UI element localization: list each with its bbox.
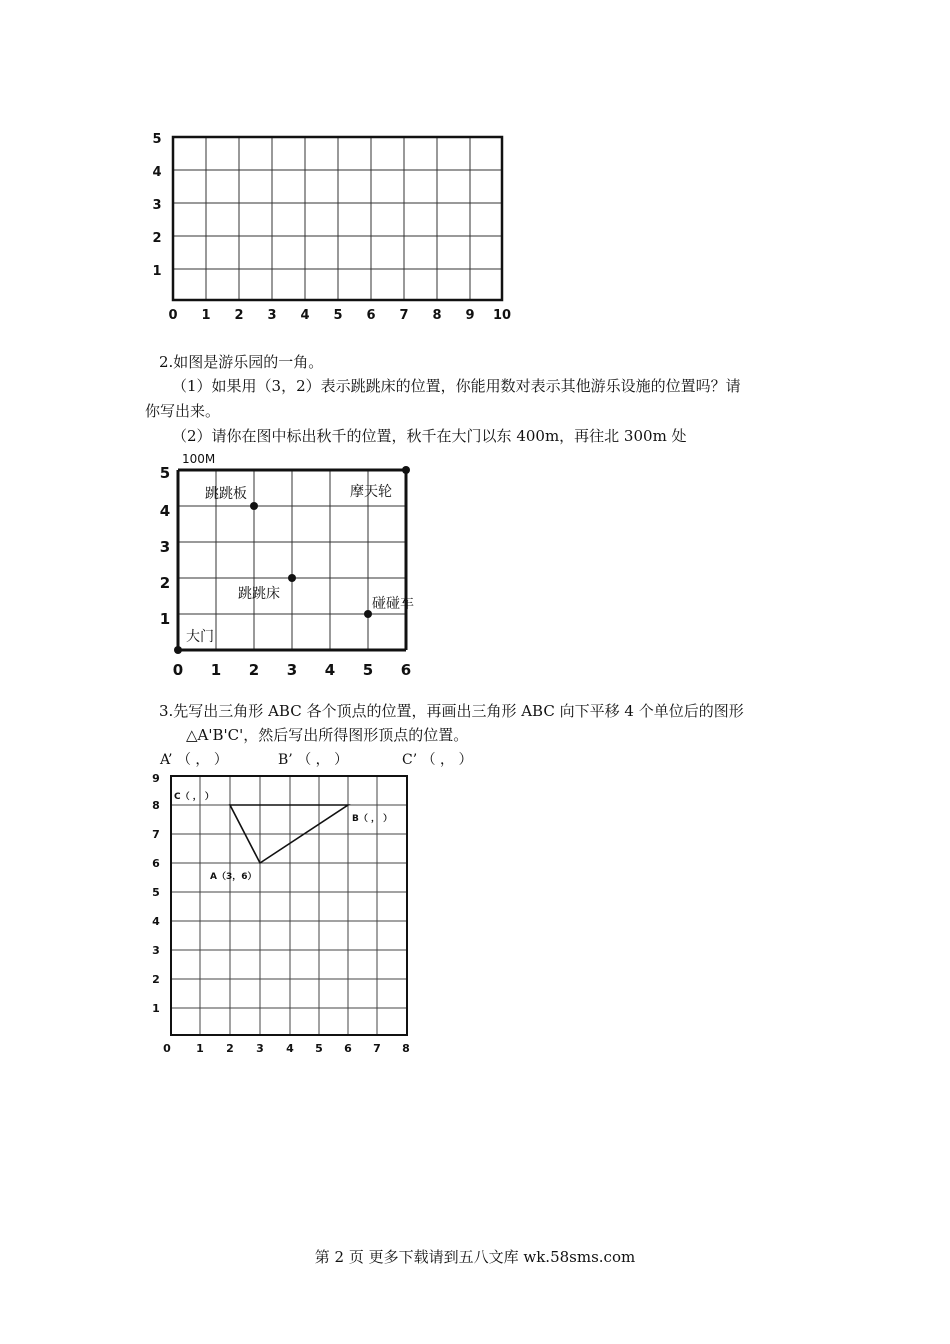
vertex-a-label: A（3，6） bbox=[210, 872, 257, 882]
tri-y-label: 5 bbox=[152, 886, 160, 899]
tri-x-label: 1 bbox=[196, 1042, 204, 1055]
grid-1-x-label: 5 bbox=[333, 308, 343, 323]
park-map-grid bbox=[150, 448, 430, 686]
grid-1-lines bbox=[173, 137, 502, 300]
triangle-grid bbox=[140, 770, 440, 1060]
grid-1-x-label: 8 bbox=[432, 308, 442, 323]
question-2-part-1-cont: 你写出来。 bbox=[145, 402, 221, 420]
question-3-line-2: △A'B'C'，然后写出所得图形顶点的位置。 bbox=[186, 726, 469, 744]
park-y-label: 3 bbox=[159, 538, 171, 556]
bumper-car-label: 碰碰车 bbox=[372, 596, 414, 612]
coordinate-grid-1 bbox=[140, 125, 530, 330]
grid-1-x-label: 6 bbox=[366, 308, 376, 323]
grid-1-x-label: 2 bbox=[234, 308, 244, 323]
grid-1-x-label: 9 bbox=[465, 308, 475, 323]
park-x-label: 4 bbox=[324, 661, 336, 679]
park-x-label: 1 bbox=[210, 661, 222, 679]
page-footer: 第 2 页 更多下载请到五八文库 wk.58sms.com bbox=[314, 1248, 636, 1266]
trampoline-board-point bbox=[250, 502, 258, 510]
grid-1-y-label: 1 bbox=[152, 264, 162, 279]
tri-x-label: 7 bbox=[373, 1042, 381, 1055]
park-y-label: 2 bbox=[159, 574, 171, 592]
question-2-title: 2.如图是游乐园的一角。 bbox=[159, 353, 324, 371]
grid-1-x-label: 4 bbox=[300, 308, 310, 323]
grid-1-x-label: 3 bbox=[267, 308, 277, 323]
question-2-part-1: （1）如果用（3，2）表示跳跳床的位置，你能用数对表示其他游乐设施的位置吗？请 bbox=[172, 377, 741, 395]
ferris-wheel-label: 摩天轮 bbox=[350, 484, 392, 500]
grid-1-y-label: 5 bbox=[152, 132, 162, 147]
grid-1-y-label: 3 bbox=[152, 198, 162, 213]
tri-y-label: 7 bbox=[152, 828, 160, 841]
tri-x-label: 3 bbox=[256, 1042, 264, 1055]
tri-y-label: 2 bbox=[152, 973, 160, 986]
park-x-label: 0 bbox=[172, 661, 184, 679]
tri-x-label: 8 bbox=[402, 1042, 410, 1055]
main-gate-point bbox=[174, 646, 182, 654]
park-y-label: 1 bbox=[159, 610, 171, 628]
question-2-part-2: （2）请你在图中标出秋千的位置，秋千在大门以东 400m，再往北 300m 处 bbox=[172, 427, 687, 445]
tri-y-label: 4 bbox=[152, 915, 160, 928]
park-y-label: 5 bbox=[159, 464, 171, 482]
grid-1-y-label: 2 bbox=[152, 231, 162, 246]
answer-c-prime: C’ （ ， ） bbox=[402, 752, 473, 768]
tri-x-label: 4 bbox=[286, 1042, 294, 1055]
bumper-car-point bbox=[364, 610, 372, 618]
grid-1-x-label: 0 bbox=[168, 308, 178, 323]
tri-y-label: 6 bbox=[152, 857, 160, 870]
answer-b-prime: B’ （ ， ） bbox=[278, 752, 349, 768]
park-x-label: 5 bbox=[362, 661, 374, 679]
trampoline-bed-point bbox=[288, 574, 296, 582]
tri-x-label: 6 bbox=[344, 1042, 352, 1055]
tri-x-label: 5 bbox=[315, 1042, 323, 1055]
tri-y-label: 9 bbox=[152, 772, 160, 785]
grid-1-x-label: 10 bbox=[492, 308, 512, 323]
park-y-label: 4 bbox=[159, 502, 171, 520]
main-gate-label: 大门 bbox=[186, 629, 214, 645]
question-3-line-1: 3.先写出三角形 ABC 各个顶点的位置，再画出三角形 ABC 向下平移 4 个单位后的图形 bbox=[159, 702, 744, 720]
grid-1-x-label: 7 bbox=[399, 308, 409, 323]
trampoline-bed-label: 跳跳床 bbox=[238, 586, 280, 602]
ferris-wheel-point bbox=[402, 466, 410, 474]
scale-label: 100M bbox=[182, 452, 216, 466]
park-x-label: 6 bbox=[400, 661, 412, 679]
tri-y-label: 1 bbox=[152, 1002, 160, 1015]
tri-y-label: 8 bbox=[152, 799, 160, 812]
grid-1-x-label: 1 bbox=[201, 308, 211, 323]
grid-1-y-label: 4 bbox=[152, 165, 162, 180]
answer-a-prime: A’ （ ， ） bbox=[160, 752, 228, 768]
vertex-c-label: C（ ， ） bbox=[174, 792, 214, 802]
tri-x-label: 0 bbox=[163, 1042, 171, 1055]
tri-y-label: 3 bbox=[152, 944, 160, 957]
vertex-b-label: B（ ， ） bbox=[352, 814, 393, 824]
tri-x-label: 2 bbox=[226, 1042, 234, 1055]
trampoline-board-label: 跳跳板 bbox=[205, 486, 247, 502]
park-x-label: 3 bbox=[286, 661, 298, 679]
park-x-label: 2 bbox=[248, 661, 260, 679]
